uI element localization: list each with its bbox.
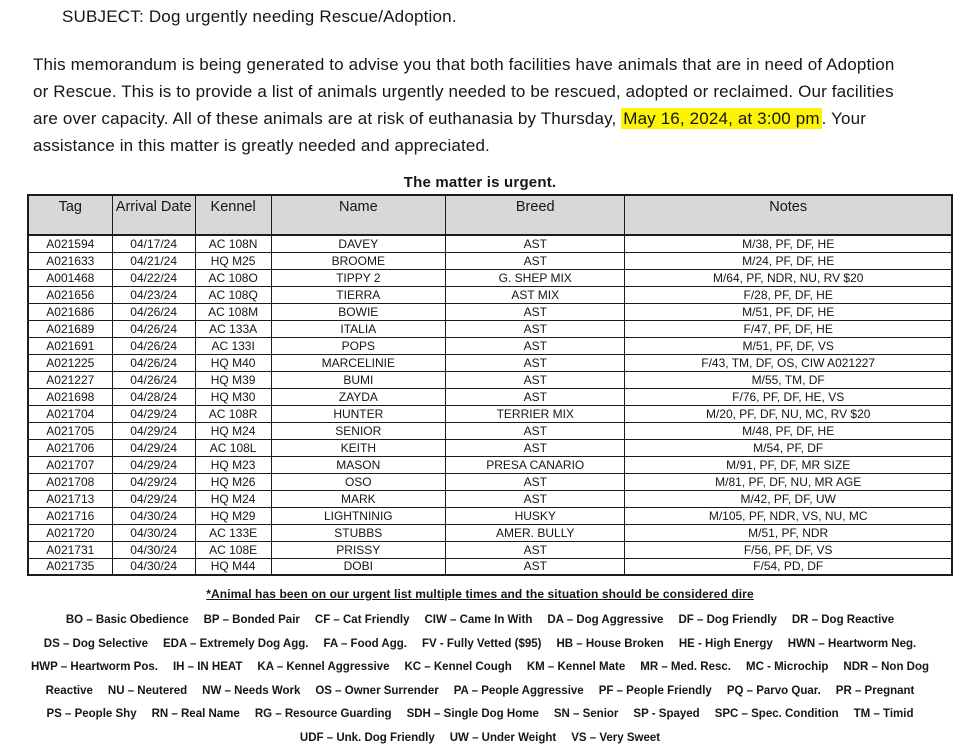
table-footnote: *Animal has been on our urgent list multiple times and the situation should be considered dire [206, 587, 754, 601]
table-cell: AST [446, 439, 625, 456]
table-cell: PRESA CANARIO [446, 456, 625, 473]
table-header-cell: Name [271, 195, 446, 235]
table-row [28, 558, 952, 575]
table-cell: M/51, PF, DF, HE [625, 303, 952, 320]
table-row [28, 269, 952, 286]
legend-entry: SDH – Single Dog Home [406, 708, 539, 720]
table-cell: POPS [271, 337, 446, 354]
table-cell: M/24, PF, DF, HE [625, 252, 952, 269]
legend-entry: FA – Food Agg. [323, 637, 407, 650]
table-row [28, 439, 952, 456]
table-body [28, 235, 952, 575]
table-cell: A021704 [28, 405, 112, 422]
table-row [28, 286, 952, 303]
table-cell: PRISSY [271, 541, 446, 558]
table-cell: F/43, TM, DF, OS, CIW A021227 [625, 354, 952, 371]
legend-entry: PF – People Friendly [598, 684, 712, 697]
table-cell: F/54, PD, DF [625, 558, 952, 575]
legend [30, 614, 930, 744]
legend-line [40, 732, 920, 744]
table-row [28, 422, 952, 439]
table-header-cell: Notes [625, 195, 952, 235]
table-cell: AST [446, 252, 625, 269]
table-cell: 04/26/24 [112, 303, 195, 320]
table-cell: AC 108O [195, 269, 271, 286]
table-cell: F/47, PF, DF, HE [625, 320, 952, 337]
table-row [28, 490, 952, 507]
table-row [28, 354, 952, 371]
legend-entry: PS – People Shy [46, 708, 137, 720]
table-cell: AST [446, 320, 625, 337]
table-row [28, 507, 952, 524]
legend-entry: MR – Med. Resc. [640, 661, 731, 673]
table-cell: A021633 [28, 252, 112, 269]
memo-body-text-before: This memorandum is being generated to advise you that both facilities have animals that are in need of Adoption or Rescue. This is to provide a list of animals urgently needed to be rescued, adopted or reclaimed. Our facilities are over capacity. All of these animals are at risk of euthanasia by Thursday, [33, 55, 895, 128]
table-header-cell: Arrival Date [112, 195, 195, 235]
table-row [28, 524, 952, 541]
legend-entry: NDR – Non Dog [843, 661, 930, 673]
memo-subject-line: SUBJECT: Dog urgently needing Rescue/Adoption. [62, 7, 457, 26]
table-cell: HQ M26 [195, 473, 271, 490]
table-cell: DOBI [271, 558, 446, 575]
table-cell: TIPPY 2 [271, 269, 446, 286]
legend-entry: HB – House Broken [556, 637, 664, 650]
table-cell: A021713 [28, 490, 112, 507]
table-cell: ZAYDA [271, 388, 446, 405]
table-cell: AST MIX [446, 286, 625, 303]
table-cell: F/28, PF, DF, HE [625, 286, 952, 303]
table-cell: A021720 [28, 524, 112, 541]
table-cell: AC 108Q [195, 286, 271, 303]
legend-entry: KC – Kennel Cough [404, 661, 512, 673]
legend-entry: EDA – Extremely Dog Agg. [162, 637, 309, 650]
legend-entry: Reactive [45, 684, 93, 697]
table-header-cell: Tag [28, 195, 112, 235]
table-cell: M/51, PF, NDR [625, 524, 952, 541]
table-cell: BOWIE [271, 303, 446, 320]
table-row [28, 337, 952, 354]
table-cell: LIGHTNINIG [271, 507, 446, 524]
table-cell: A021706 [28, 439, 112, 456]
legend-entry: DA – Dog Aggressive [547, 614, 664, 626]
table-cell: 04/26/24 [112, 354, 195, 371]
legend-entry: PR – Pregnant [835, 684, 915, 697]
legend-entry: KM – Kennel Mate [526, 661, 626, 673]
table-cell: AC 133I [195, 337, 271, 354]
table-cell: OSO [271, 473, 446, 490]
legend-line [40, 638, 920, 650]
legend-entry: RN – Real Name [151, 708, 240, 720]
table-cell: HUSKY [446, 507, 625, 524]
legend-line [40, 614, 920, 626]
legend-line [40, 685, 920, 697]
table-cell: M/48, PF, DF, HE [625, 422, 952, 439]
table-cell: 04/17/24 [112, 235, 195, 252]
table-cell: AST [446, 354, 625, 371]
table-cell: BUMI [271, 371, 446, 388]
legend-entry: HE - High Energy [678, 637, 773, 650]
table-cell: STUBBS [271, 524, 446, 541]
table-cell: F/76, PF, DF, HE, VS [625, 388, 952, 405]
table-cell: 04/29/24 [112, 456, 195, 473]
table-cell: M/38, PF, DF, HE [625, 235, 952, 252]
legend-entry: UDF – Unk. Dog Friendly [299, 731, 435, 744]
table-cell: AC 108E [195, 541, 271, 558]
table-cell: AC 133E [195, 524, 271, 541]
table-cell: A021731 [28, 541, 112, 558]
legend-entry: VS – Very Sweet [571, 731, 661, 744]
legend-line [30, 661, 930, 673]
table-cell: A021686 [28, 303, 112, 320]
legend-entry: SN – Senior [553, 708, 619, 720]
table-cell: HQ M29 [195, 507, 271, 524]
table-cell: TERRIER MIX [446, 405, 625, 422]
table-cell: A021227 [28, 371, 112, 388]
table-cell: 04/28/24 [112, 388, 195, 405]
table-header-cell: Breed [446, 195, 625, 235]
table-cell: A021594 [28, 235, 112, 252]
table-cell: 04/29/24 [112, 422, 195, 439]
legend-entry: CF – Cat Friendly [314, 614, 410, 626]
table-cell: HQ M23 [195, 456, 271, 473]
table-cell: TIERRA [271, 286, 446, 303]
legend-entry: UW – Under Weight [449, 731, 557, 744]
legend-entry: IH – IN HEAT [172, 661, 243, 673]
table-cell: AC 108R [195, 405, 271, 422]
table-cell: HQ M44 [195, 558, 271, 575]
table-cell: AC 133A [195, 320, 271, 337]
table-cell: M/55, TM, DF [625, 371, 952, 388]
legend-entry: BO – Basic Obedience [65, 614, 189, 626]
table-row [28, 405, 952, 422]
table-cell: AST [446, 235, 625, 252]
table-cell: A021691 [28, 337, 112, 354]
table-row [28, 541, 952, 558]
table-cell: AC 108N [195, 235, 271, 252]
legend-entry: SPC – Spec. Condition [714, 708, 839, 720]
table-cell: A021705 [28, 422, 112, 439]
table-row [28, 388, 952, 405]
table-cell: 04/23/24 [112, 286, 195, 303]
legend-entry: HWP – Heartworm Pos. [30, 661, 158, 673]
legend-entry: BP – Bonded Pair [203, 614, 300, 626]
table-row [28, 235, 952, 252]
legend-entry: MC - Microchip [746, 661, 829, 673]
legend-entry: OS – Owner Surrender [315, 684, 439, 697]
table-row [28, 371, 952, 388]
table-cell: HQ M24 [195, 490, 271, 507]
table-cell: AST [446, 558, 625, 575]
legend-entry: TM – Timid [853, 708, 914, 720]
table-cell: 04/30/24 [112, 524, 195, 541]
table-cell: HQ M39 [195, 371, 271, 388]
table-cell: M/42, PF, DF, UW [625, 490, 952, 507]
table-cell: A021656 [28, 286, 112, 303]
table-cell: 04/29/24 [112, 473, 195, 490]
table-cell: 04/22/24 [112, 269, 195, 286]
legend-entry: FV - Fully Vetted ($95) [421, 637, 542, 650]
table-cell: M/105, PF, NDR, VS, NU, MC [625, 507, 952, 524]
table-cell: HQ M25 [195, 252, 271, 269]
legend-entry: NW – Needs Work [202, 684, 301, 697]
table-row [28, 320, 952, 337]
legend-entry: DS – Dog Selective [43, 637, 148, 650]
table-cell: 04/29/24 [112, 439, 195, 456]
table-cell: M/20, PF, DF, NU, MC, RV $20 [625, 405, 952, 422]
table-cell: A021225 [28, 354, 112, 371]
legend-entry: DR – Dog Reactive [791, 614, 895, 626]
table-cell: 04/30/24 [112, 507, 195, 524]
table-cell: MARCELINIE [271, 354, 446, 371]
table-cell: HQ M30 [195, 388, 271, 405]
table-cell: HQ M40 [195, 354, 271, 371]
table-cell: AST [446, 541, 625, 558]
table-cell: ITALIA [271, 320, 446, 337]
table-cell: 04/26/24 [112, 320, 195, 337]
table-cell: MARK [271, 490, 446, 507]
table-cell: 04/29/24 [112, 490, 195, 507]
deadline-highlight: May 16, 2024, at 3:00 pm [623, 109, 820, 128]
table-cell: AC 108M [195, 303, 271, 320]
legend-entry: PA – People Aggressive [453, 684, 584, 697]
table-cell: A001468 [28, 269, 112, 286]
legend-line [40, 708, 920, 720]
table-cell: DAVEY [271, 235, 446, 252]
table-cell: AC 108L [195, 439, 271, 456]
table-cell: F/56, PF, DF, VS [625, 541, 952, 558]
memo-body-paragraph [33, 51, 905, 159]
table-row [28, 252, 952, 269]
table-cell: 04/30/24 [112, 558, 195, 575]
legend-entry: CIW – Came In With [424, 614, 533, 626]
table-cell: A021698 [28, 388, 112, 405]
legend-entry: DF – Dog Friendly [678, 614, 777, 626]
memo-body-text-after: . Your assistance in this matter is greatly needed and appreciated. [33, 109, 867, 155]
table-cell: A021708 [28, 473, 112, 490]
table-cell: 04/30/24 [112, 541, 195, 558]
table-cell: AST [446, 371, 625, 388]
table-row [28, 473, 952, 490]
table-cell: HUNTER [271, 405, 446, 422]
table-cell: 04/26/24 [112, 337, 195, 354]
table-cell: AST [446, 422, 625, 439]
table-cell: AST [446, 490, 625, 507]
table-cell: BROOME [271, 252, 446, 269]
table-header-cell: Kennel [195, 195, 271, 235]
table-cell: AST [446, 337, 625, 354]
legend-entry: NU – Neutered [107, 684, 188, 697]
table-cell: 04/21/24 [112, 252, 195, 269]
table-cell: 04/29/24 [112, 405, 195, 422]
legend-entry: PQ – Parvo Quar. [726, 684, 821, 697]
legend-entry: RG – Resource Guarding [254, 708, 392, 720]
table-cell: AST [446, 388, 625, 405]
table-cell: M/64, PF, NDR, NU, RV $20 [625, 269, 952, 286]
legend-entry: HWN – Heartworm Neg. [787, 637, 917, 650]
table-cell: G. SHEP MIX [446, 269, 625, 286]
table-cell: AST [446, 303, 625, 320]
table-cell: SENIOR [271, 422, 446, 439]
table-cell: A021735 [28, 558, 112, 575]
table-cell: M/54, PF, DF [625, 439, 952, 456]
table-cell: 04/26/24 [112, 371, 195, 388]
table-cell: M/51, PF, DF, VS [625, 337, 952, 354]
table-cell: A021707 [28, 456, 112, 473]
table-row [28, 456, 952, 473]
table-row [28, 303, 952, 320]
urgent-animals-table [27, 194, 953, 576]
table-cell: M/91, PF, DF, MR SIZE [625, 456, 952, 473]
legend-entry: KA – Kennel Aggressive [257, 661, 390, 673]
table-header-row [28, 195, 952, 235]
legend-entry: SP - Spayed [633, 708, 700, 720]
table-cell: KEITH [271, 439, 446, 456]
table-cell: HQ M24 [195, 422, 271, 439]
table-cell: M/81, PF, DF, NU, MR AGE [625, 473, 952, 490]
table-cell: MASON [271, 456, 446, 473]
table-cell: AST [446, 473, 625, 490]
table-title: The matter is urgent. [403, 174, 557, 191]
table-cell: A021689 [28, 320, 112, 337]
table-cell: A021716 [28, 507, 112, 524]
table-cell: AMER. BULLY [446, 524, 625, 541]
